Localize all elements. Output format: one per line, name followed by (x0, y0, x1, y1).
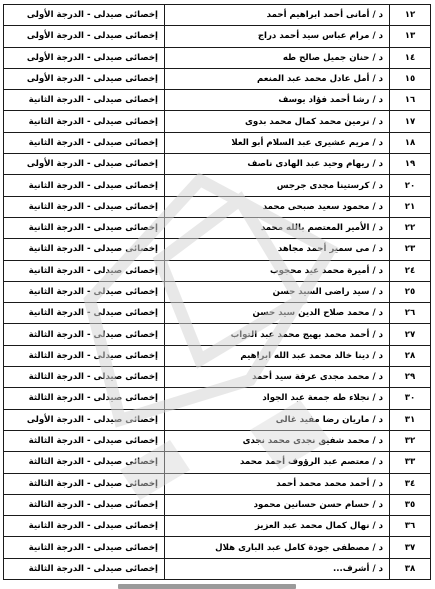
employee-name: د / ماريان رضا مفيد غالى (165, 409, 390, 430)
table-row (4, 132, 431, 153)
employee-name: د / حنان جميل صالح طه (165, 47, 390, 68)
table-row (4, 537, 431, 558)
row-number: ٢٧ (390, 324, 431, 345)
employee-name: د / مرام عباس سيد أحمد دراج (165, 26, 390, 47)
table-row (4, 324, 431, 345)
row-number: ٢٩ (390, 367, 431, 388)
job-title: إخصائى صيدلى - الدرجة الثانية (4, 90, 165, 111)
employee-name: د / دينا خالد محمد عبد الله ابراهيم (165, 345, 390, 366)
employee-name: د / رشا أحمد فؤاد يوسف (165, 90, 390, 111)
roster-table (3, 4, 431, 580)
row-number: ٢٤ (390, 260, 431, 281)
employee-name: د / أحمد محمد محمد أحمد (165, 473, 390, 494)
row-number: ١٨ (390, 132, 431, 153)
job-title: إخصائى صيدلى - الدرجة الأولى (4, 47, 165, 68)
job-title: إخصائى صيدلى - الدرجة الثانية (4, 281, 165, 302)
row-number: ٣٦ (390, 516, 431, 537)
job-title: إخصائى صيدلى - الدرجة الثانية (4, 175, 165, 196)
employee-name: د / مصطفى جودة كامل عبد البارى هلال (165, 537, 390, 558)
row-number: ٢٥ (390, 281, 431, 302)
table-row (4, 47, 431, 68)
roster-body (4, 5, 431, 580)
row-number: ٣٥ (390, 494, 431, 515)
row-number: ١٢ (390, 5, 431, 26)
row-number: ٢٦ (390, 303, 431, 324)
job-title: إخصائى صيدلى - الدرجة الثالثة (4, 388, 165, 409)
job-title: إخصائى صيدلى - الدرجة الثالثة (4, 473, 165, 494)
table-row (4, 303, 431, 324)
job-title: إخصائى صيدلى - الدرجة الثانية (4, 260, 165, 281)
job-title: إخصائى صيدلى - الدرجة الثالثة (4, 345, 165, 366)
row-number: ٢٣ (390, 239, 431, 260)
table-row (4, 281, 431, 302)
job-title: إخصائى صيدلى - الدرجة الأولى (4, 26, 165, 47)
scroll-indicator (118, 584, 296, 589)
employee-name: د / أمانى أحمد ابراهيم أحمد (165, 5, 390, 26)
table-row (4, 473, 431, 494)
job-title: إخصائى صيدلى - الدرجة الثانية (4, 217, 165, 238)
row-number: ٣٨ (390, 558, 431, 579)
table-row (4, 260, 431, 281)
employee-name: د / حسام حسن حسانين محمود (165, 494, 390, 515)
job-title: إخصائى صيدلى - الدرجة الثانية (4, 537, 165, 558)
employee-name: د / محمد مجدى عرفة سيد أحمد (165, 367, 390, 388)
job-title: إخصائى صيدلى - الدرجة الثانية (4, 196, 165, 217)
table-row (4, 26, 431, 47)
row-number: ٣١ (390, 409, 431, 430)
employee-name: د / محمد شفيق نجدى محمد نجدى (165, 430, 390, 451)
row-number: ٢٨ (390, 345, 431, 366)
employee-name: د / أشرف... (165, 558, 390, 579)
row-number: ٣٣ (390, 452, 431, 473)
employee-name: د / نهال كمال محمد عبد العزيز (165, 516, 390, 537)
row-number: ٣٢ (390, 430, 431, 451)
employee-name: د / محمود سعيد صبحى محمد (165, 196, 390, 217)
table-row (4, 68, 431, 89)
row-number: ١٧ (390, 111, 431, 132)
job-title: إخصائى صيدلى - الدرجة الثالثة (4, 452, 165, 473)
row-number: ٣٠ (390, 388, 431, 409)
employee-name: د / كرستينا مجدى جرجس (165, 175, 390, 196)
employee-name: د / أمل عادل محمد عبد المنعم (165, 68, 390, 89)
table-row (4, 494, 431, 515)
employee-name: د / الأمير المعتصم بالله محمد (165, 217, 390, 238)
job-title: إخصائى صيدلى - الدرجة الأولى (4, 68, 165, 89)
employee-name: د / نجلاء طه جمعة عبد الجواد (165, 388, 390, 409)
job-title: إخصائى صيدلى - الدرجة الثالثة (4, 367, 165, 388)
job-title: إخصائى صيدلى - الدرجة الأولى (4, 409, 165, 430)
row-number: ١٩ (390, 154, 431, 175)
table-row (4, 558, 431, 579)
employee-name: د / نرمين محمد كمال محمد بدوى (165, 111, 390, 132)
table-row (4, 154, 431, 175)
table-row (4, 409, 431, 430)
job-title: إخصائى صيدلى - الدرجة الثانية (4, 303, 165, 324)
table-row (4, 5, 431, 26)
row-number: ٢٠ (390, 175, 431, 196)
job-title: إخصائى صيدلى - الدرجة الثانية (4, 132, 165, 153)
table-row (4, 452, 431, 473)
row-number: ٢٢ (390, 217, 431, 238)
table-row (4, 430, 431, 451)
row-number: ١٥ (390, 68, 431, 89)
job-title: إخصائى صيدلى - الدرجة الثالثة (4, 324, 165, 345)
table-row (4, 345, 431, 366)
employee-name: د / سيد راضى السيد حسن (165, 281, 390, 302)
employee-name: د / مى سمير أحمد مجاهد (165, 239, 390, 260)
row-number: ١٤ (390, 47, 431, 68)
table-row (4, 388, 431, 409)
job-title: إخصائى صيدلى - الدرجة الثانية (4, 111, 165, 132)
employee-name: د / معتصم عبد الرؤوف أحمد محمد (165, 452, 390, 473)
job-title: إخصائى صيدلى - الدرجة الثالثة (4, 494, 165, 515)
row-number: ٢١ (390, 196, 431, 217)
job-title: إخصائى صيدلى - الدرجة الثالثة (4, 430, 165, 451)
employee-name: د / أميرة محمد عيد محجوب (165, 260, 390, 281)
table-row (4, 516, 431, 537)
employee-name: د / ريهام وحيد عبد الهادى ناصف (165, 154, 390, 175)
employee-name: د / أحمد محمد بهيج محمد عبد التواب (165, 324, 390, 345)
table-row (4, 367, 431, 388)
employee-name: د / محمد صلاح الدين سيد حسن (165, 303, 390, 324)
table-row (4, 217, 431, 238)
table-row (4, 196, 431, 217)
job-title: إخصائى صيدلى - الدرجة الأولى (4, 5, 165, 26)
employee-name: د / مريم عشيرى عبد السلام أبو العلا (165, 132, 390, 153)
job-title: إخصائى صيدلى - الدرجة الثالثة (4, 558, 165, 579)
table-row (4, 90, 431, 111)
table-row (4, 175, 431, 196)
row-number: ٣٧ (390, 537, 431, 558)
job-title: إخصائى صيدلى - الدرجة الثانية (4, 516, 165, 537)
table-row (4, 239, 431, 260)
job-title: إخصائى صيدلى - الدرجة الثانية (4, 239, 165, 260)
row-number: ٣٤ (390, 473, 431, 494)
job-title: إخصائى صيدلى - الدرجة الأولى (4, 154, 165, 175)
row-number: ١٦ (390, 90, 431, 111)
row-number: ١٣ (390, 26, 431, 47)
table-row (4, 111, 431, 132)
